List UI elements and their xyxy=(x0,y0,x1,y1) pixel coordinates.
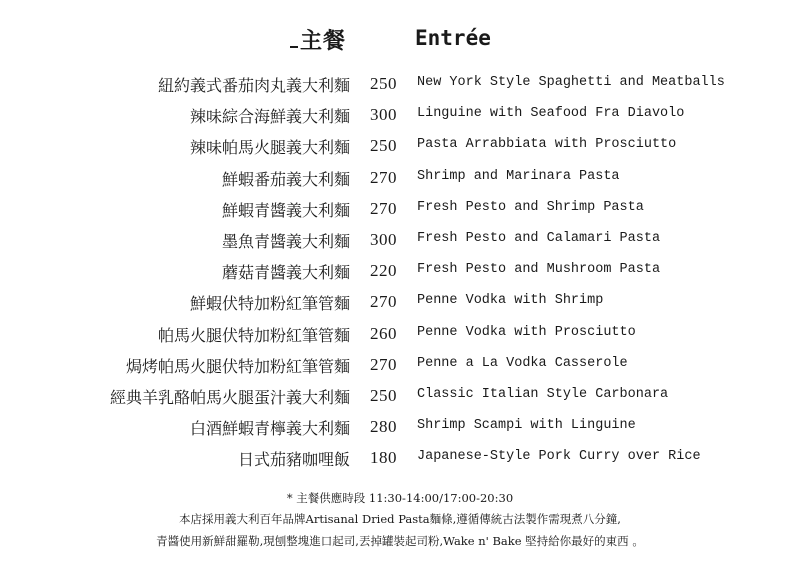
menu-item xyxy=(0,167,800,198)
menu-item-price: 280 xyxy=(370,417,397,437)
menu-item xyxy=(0,135,800,166)
menu-item-name-zh: 辣味帕馬火腿義大利麵 xyxy=(189,138,350,158)
menu-item xyxy=(0,447,800,478)
menu-item-name-en: Fresh Pesto and Shrimp Pasta xyxy=(417,199,644,215)
title-underline xyxy=(290,46,298,48)
menu-item-name-zh: 辣味綜合海鮮義大利麵 xyxy=(189,107,350,127)
menu-item-price: 300 xyxy=(370,105,397,125)
menu-item-name-en: Pasta Arrabbiata with Prosciutto xyxy=(417,137,677,153)
menu-item-price: 300 xyxy=(370,229,397,249)
menu-item xyxy=(0,198,800,229)
menu-item-price: 250 xyxy=(370,385,397,405)
section-title-en: Entrée xyxy=(415,26,491,50)
menu-item-name-en: Linguine with Seafood Fra Diavolo xyxy=(417,106,685,122)
menu-item-name-zh: 鮮蝦伏特加粉紅筆管麵 xyxy=(189,294,350,314)
serving-hours: * 主餐供應時段 11:30-14:00/17:00-20:30 xyxy=(286,491,514,505)
menu-item-name-en: Penne Vodka with Shrimp xyxy=(417,293,604,309)
menu-item-price: 220 xyxy=(370,261,397,281)
menu-item-price: 270 xyxy=(370,167,397,187)
menu-item-name-zh: 日式茄豬咖哩飯 xyxy=(237,450,350,470)
menu-item-name-en: Shrimp and Marinara Pasta xyxy=(417,168,620,184)
footer-note-pasta: 本店採用義大利百年品牌Artisanal Dried Pasta麵條,遵循傳統古法製作需現煮八分鐘, xyxy=(179,512,621,526)
menu-item-price: 180 xyxy=(370,448,397,468)
menu-item-name-zh: 墨魚青醬義大利麵 xyxy=(221,231,350,251)
menu-item-name-en: Penne a La Vodka Casserole xyxy=(417,355,628,371)
section-title-zh xyxy=(290,24,346,55)
menu-item-name-zh: 經典羊乳酪帕馬火腿蛋汁義大利麵 xyxy=(109,387,350,407)
menu-item xyxy=(0,291,800,322)
menu-item-name-zh: 蘑菇青醬義大利麵 xyxy=(221,263,350,283)
menu-item-name-zh: 焗烤帕馬火腿伏特加粉紅筆管麵 xyxy=(125,356,350,376)
menu-item-name-en: Shrimp Scampi with Linguine xyxy=(417,418,636,434)
menu-item-name-en: Fresh Pesto and Mushroom Pasta xyxy=(417,262,661,278)
menu-item xyxy=(0,354,800,385)
menu-item xyxy=(0,73,800,104)
menu-item-price: 270 xyxy=(370,354,397,374)
menu-item-name-en: Japanese-Style Pork Curry over Rice xyxy=(417,449,701,465)
menu-item xyxy=(0,385,800,416)
footer-note-pesto: 青醬使用新鮮甜羅勒,現刨整塊進口起司,丟掉罐裝起司粉,Wake n' Bake 堅持給你最好的東西 。 xyxy=(156,534,644,548)
menu-list xyxy=(0,73,800,478)
menu-item xyxy=(0,229,800,260)
menu-item-price: 250 xyxy=(370,74,397,93)
menu-item xyxy=(0,416,800,447)
menu-item-name-zh: 帕馬火腿伏特加粉紅筆管麵 xyxy=(157,325,350,345)
menu-item xyxy=(0,323,800,354)
menu-item-name-zh: 白酒鮮蝦青檸義大利麵 xyxy=(189,419,350,439)
menu-item xyxy=(0,260,800,291)
menu-item-name-zh: 鮮蝦番茄義大利麵 xyxy=(221,169,350,189)
section-title-zh-text: 主餐 xyxy=(300,28,347,54)
menu-item-price: 270 xyxy=(370,292,397,312)
menu-item-name-en: New York Style Spaghetti and Meatballs xyxy=(417,75,725,90)
menu-item xyxy=(0,104,800,135)
menu-item-name-en: Classic Italian Style Carbonara xyxy=(417,386,669,402)
menu-item-price: 250 xyxy=(370,136,397,156)
menu-item-price: 270 xyxy=(370,198,397,218)
menu-item-name-en: Penne Vodka with Prosciutto xyxy=(417,324,636,340)
menu-item-name-zh: 紐約義式番茄肉丸義大利麵 xyxy=(157,76,350,95)
menu-item-name-zh: 鮮蝦青醬義大利麵 xyxy=(221,200,350,220)
menu-item-name-en: Fresh Pesto and Calamari Pasta xyxy=(417,230,661,246)
menu-item-price: 260 xyxy=(370,323,397,343)
